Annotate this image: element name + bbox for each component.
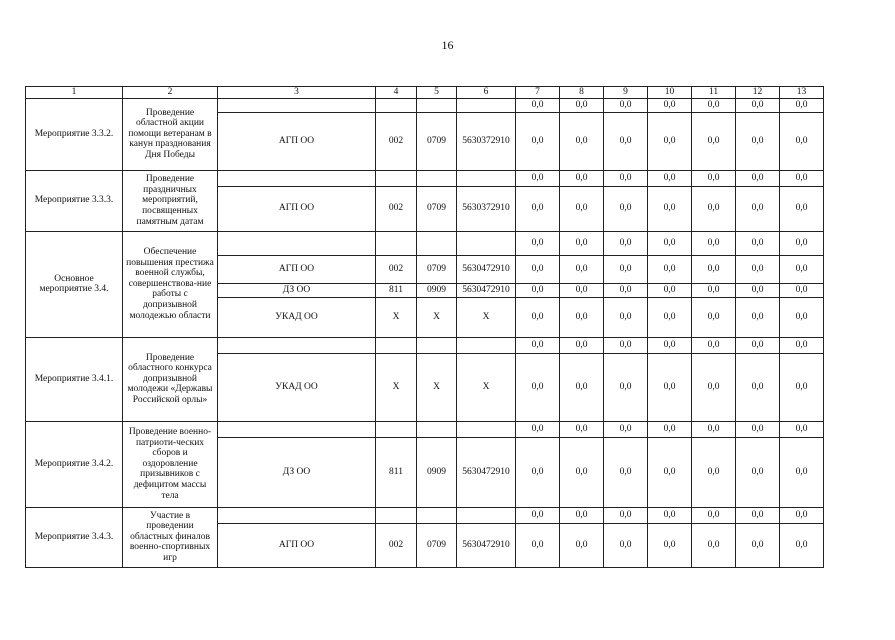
year-value-cell: 0,0	[516, 283, 560, 297]
year-value-cell: 0,0	[604, 507, 648, 523]
target-article-cell: 5630372910	[457, 186, 516, 231]
year-value-cell: 0,0	[692, 337, 736, 353]
year-value-cell: 0,0	[736, 523, 780, 567]
year-value-cell: 0,0	[604, 353, 648, 421]
year-value-cell: 0,0	[692, 507, 736, 523]
year-value-cell: 0,0	[736, 507, 780, 523]
section-code-cell: 0709	[417, 523, 457, 567]
section-code-cell	[417, 98, 457, 112]
column-header-1: 1	[26, 87, 123, 99]
year-value-cell: 0,0	[736, 170, 780, 186]
year-value-cell: 0,0	[736, 283, 780, 297]
year-value-cell: 0,0	[648, 437, 692, 507]
year-value-cell: 0,0	[516, 297, 560, 337]
year-value-cell: 0,0	[648, 421, 692, 437]
year-value-cell: 0,0	[560, 231, 604, 255]
column-header-8: 8	[560, 87, 604, 99]
year-value-cell: 0,0	[692, 186, 736, 231]
executor-cell	[218, 231, 376, 255]
ministry-code-cell	[376, 507, 417, 523]
year-value-cell: 0,0	[516, 231, 560, 255]
year-value-cell: 0,0	[648, 98, 692, 112]
executor-cell: ДЗ ОО	[218, 283, 376, 297]
ministry-code-cell: 002	[376, 255, 417, 283]
year-value-cell: 0,0	[736, 297, 780, 337]
year-value-cell: 0,0	[604, 337, 648, 353]
year-value-cell: 0,0	[604, 297, 648, 337]
year-value-cell: 0,0	[648, 186, 692, 231]
section-code-cell: 0909	[417, 283, 457, 297]
column-header-13: 13	[780, 87, 824, 99]
year-value-cell: 0,0	[780, 283, 824, 297]
year-value-cell: 0,0	[560, 255, 604, 283]
ministry-code-cell: 811	[376, 437, 417, 507]
column-header-12: 12	[736, 87, 780, 99]
target-article-cell: 5630372910	[457, 112, 516, 170]
year-value-cell: 0,0	[736, 337, 780, 353]
year-value-cell: 0,0	[560, 353, 604, 421]
year-value-cell: 0,0	[648, 337, 692, 353]
target-article-cell	[457, 421, 516, 437]
year-value-cell: 0,0	[560, 98, 604, 112]
executor-cell: ДЗ ОО	[218, 437, 376, 507]
year-value-cell: 0,0	[692, 437, 736, 507]
year-value-cell: 0,0	[780, 297, 824, 337]
year-value-cell: 0,0	[736, 437, 780, 507]
section-code-cell: 0709	[417, 255, 457, 283]
target-article-cell	[457, 507, 516, 523]
year-value-cell: 0,0	[516, 353, 560, 421]
year-value-cell: 0,0	[648, 297, 692, 337]
ministry-code-cell	[376, 170, 417, 186]
year-value-cell: 0,0	[604, 112, 648, 170]
executor-cell	[218, 507, 376, 523]
year-value-cell: 0,0	[692, 98, 736, 112]
column-header-4: 4	[376, 87, 417, 99]
year-value-cell: 0,0	[604, 255, 648, 283]
year-value-cell: 0,0	[692, 283, 736, 297]
ministry-code-cell: 811	[376, 283, 417, 297]
executor-cell: АГП ОО	[218, 112, 376, 170]
measure-description-cell: Участие в проведении областных финалов военно-спортивных игр	[123, 507, 218, 567]
year-value-cell: 0,0	[648, 507, 692, 523]
year-value-cell: 0,0	[780, 437, 824, 507]
ministry-code-cell: 002	[376, 523, 417, 567]
year-value-cell: 0,0	[648, 231, 692, 255]
executor-cell	[218, 421, 376, 437]
measure-description-cell: Проведение областного конкурса допризывной молодежи «Державы Российской орлы»	[123, 337, 218, 421]
section-code-cell	[417, 231, 457, 255]
year-value-cell: 0,0	[604, 231, 648, 255]
year-value-cell: 0,0	[516, 523, 560, 567]
table-row	[26, 231, 824, 255]
budget-table	[25, 86, 824, 568]
year-value-cell: 0,0	[560, 186, 604, 231]
year-value-cell: 0,0	[780, 421, 824, 437]
year-value-cell: 0,0	[604, 437, 648, 507]
column-header-6: 6	[457, 87, 516, 99]
year-value-cell: 0,0	[692, 297, 736, 337]
year-value-cell: 0,0	[780, 170, 824, 186]
section-code-cell: 0909	[417, 437, 457, 507]
target-article-cell	[457, 98, 516, 112]
year-value-cell: 0,0	[560, 437, 604, 507]
column-header-11: 11	[692, 87, 736, 99]
year-value-cell: 0,0	[604, 523, 648, 567]
target-article-cell: 5630472910	[457, 523, 516, 567]
executor-cell	[218, 98, 376, 112]
ministry-code-cell: 002	[376, 112, 417, 170]
year-value-cell: 0,0	[780, 337, 824, 353]
column-header-7: 7	[516, 87, 560, 99]
year-value-cell: 0,0	[780, 112, 824, 170]
year-value-cell: 0,0	[516, 170, 560, 186]
year-value-cell: 0,0	[648, 283, 692, 297]
year-value-cell: 0,0	[604, 283, 648, 297]
year-value-cell: 0,0	[736, 98, 780, 112]
table-row	[26, 421, 824, 437]
ministry-code-cell	[376, 337, 417, 353]
year-value-cell: 0,0	[780, 353, 824, 421]
measure-description-cell: Обеспечение повышения престижа военной службы, совершенствова-ние работы с допризывной молодежью области	[123, 231, 218, 337]
section-code-cell	[417, 507, 457, 523]
table-row	[26, 98, 824, 112]
measure-description-cell: Проведение областной акции помощи ветеранам в канун празднования Дня Победы	[123, 98, 218, 170]
year-value-cell: 0,0	[516, 337, 560, 353]
section-code-cell: Х	[417, 353, 457, 421]
target-article-cell: Х	[457, 353, 516, 421]
year-value-cell: 0,0	[560, 283, 604, 297]
year-value-cell: 0,0	[648, 353, 692, 421]
table-row	[26, 337, 824, 353]
year-value-cell: 0,0	[560, 421, 604, 437]
year-value-cell: 0,0	[604, 186, 648, 231]
target-article-cell	[457, 337, 516, 353]
year-value-cell: 0,0	[736, 255, 780, 283]
year-value-cell: 0,0	[780, 98, 824, 112]
target-article-cell: 5630472910	[457, 283, 516, 297]
year-value-cell: 0,0	[516, 437, 560, 507]
year-value-cell: 0,0	[780, 231, 824, 255]
section-code-cell: 0709	[417, 112, 457, 170]
executor-cell: УКАД ОО	[218, 353, 376, 421]
year-value-cell: 0,0	[692, 231, 736, 255]
year-value-cell: 0,0	[736, 112, 780, 170]
executor-cell: АГП ОО	[218, 523, 376, 567]
executor-cell: УКАД ОО	[218, 297, 376, 337]
year-value-cell: 0,0	[560, 170, 604, 186]
section-code-cell	[417, 421, 457, 437]
year-value-cell: 0,0	[692, 170, 736, 186]
ministry-code-cell: Х	[376, 297, 417, 337]
year-value-cell: 0,0	[560, 112, 604, 170]
year-value-cell: 0,0	[780, 186, 824, 231]
year-value-cell: 0,0	[560, 523, 604, 567]
column-header-10: 10	[648, 87, 692, 99]
header-row	[26, 87, 824, 99]
section-code-cell: 0709	[417, 186, 457, 231]
column-header-9: 9	[604, 87, 648, 99]
measure-name-cell: Мероприятие 3.3.3.	[26, 170, 123, 231]
year-value-cell: 0,0	[604, 98, 648, 112]
table-row	[26, 170, 824, 186]
year-value-cell: 0,0	[736, 186, 780, 231]
ministry-code-cell	[376, 98, 417, 112]
year-value-cell: 0,0	[560, 507, 604, 523]
measure-name-cell: Мероприятие 3.4.2.	[26, 421, 123, 507]
table-row	[26, 507, 824, 523]
executor-cell	[218, 170, 376, 186]
measure-description-cell: Проведение военно-патриоти-ческих сборов и оздоровление призывников с дефицитом массы тела	[123, 421, 218, 507]
year-value-cell: 0,0	[516, 186, 560, 231]
executor-cell: АГП ОО	[218, 186, 376, 231]
ministry-code-cell: Х	[376, 353, 417, 421]
column-header-3: 3	[218, 87, 376, 99]
year-value-cell: 0,0	[780, 255, 824, 283]
ministry-code-cell: 002	[376, 186, 417, 231]
target-article-cell	[457, 170, 516, 186]
year-value-cell: 0,0	[516, 507, 560, 523]
year-value-cell: 0,0	[516, 421, 560, 437]
measure-name-cell: Мероприятие 3.4.3.	[26, 507, 123, 567]
year-value-cell: 0,0	[692, 353, 736, 421]
year-value-cell: 0,0	[604, 421, 648, 437]
section-code-cell	[417, 337, 457, 353]
ministry-code-cell	[376, 421, 417, 437]
executor-cell	[218, 337, 376, 353]
year-value-cell: 0,0	[648, 255, 692, 283]
year-value-cell: 0,0	[516, 255, 560, 283]
year-value-cell: 0,0	[560, 337, 604, 353]
year-value-cell: 0,0	[780, 507, 824, 523]
page-number: 16	[441, 38, 454, 52]
year-value-cell: 0,0	[692, 255, 736, 283]
year-value-cell: 0,0	[648, 170, 692, 186]
measure-name-cell: Основное мероприятие 3.4.	[26, 231, 123, 337]
year-value-cell: 0,0	[736, 231, 780, 255]
measure-name-cell: Мероприятие 3.3.2.	[26, 98, 123, 170]
column-header-2: 2	[123, 87, 218, 99]
year-value-cell: 0,0	[560, 297, 604, 337]
section-code-cell	[417, 170, 457, 186]
executor-cell: АГП ОО	[218, 255, 376, 283]
section-code-cell: Х	[417, 297, 457, 337]
year-value-cell: 0,0	[516, 112, 560, 170]
year-value-cell: 0,0	[648, 523, 692, 567]
measure-description-cell: Проведение праздничных мероприятий, посвященных памятным датам	[123, 170, 218, 231]
column-header-5: 5	[417, 87, 457, 99]
year-value-cell: 0,0	[604, 170, 648, 186]
ministry-code-cell	[376, 231, 417, 255]
year-value-cell: 0,0	[692, 112, 736, 170]
year-value-cell: 0,0	[736, 353, 780, 421]
target-article-cell: Х	[457, 297, 516, 337]
year-value-cell: 0,0	[516, 98, 560, 112]
year-value-cell: 0,0	[648, 112, 692, 170]
year-value-cell: 0,0	[692, 523, 736, 567]
target-article-cell	[457, 231, 516, 255]
target-article-cell: 5630472910	[457, 255, 516, 283]
year-value-cell: 0,0	[780, 523, 824, 567]
year-value-cell: 0,0	[736, 421, 780, 437]
target-article-cell: 5630472910	[457, 437, 516, 507]
year-value-cell: 0,0	[692, 421, 736, 437]
measure-name-cell: Мероприятие 3.4.1.	[26, 337, 123, 421]
